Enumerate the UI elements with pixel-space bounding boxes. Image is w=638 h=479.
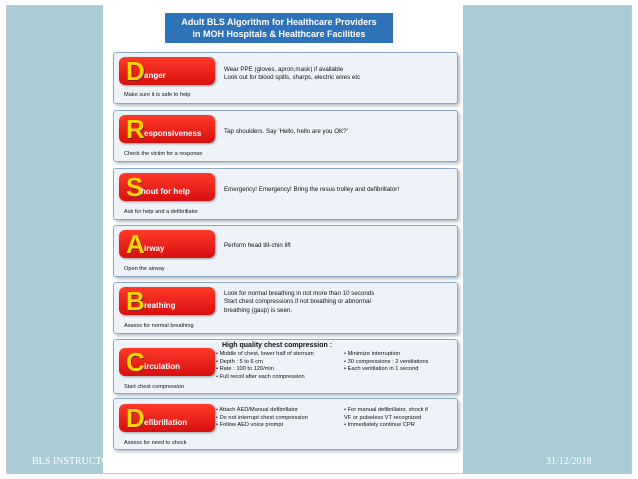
step-subtitle: Ask for help and a defibrillator	[124, 209, 199, 215]
desc-line: Wear PPE (gloves, apron,mask) if available	[224, 66, 344, 73]
list-item: • Rate : 100 to 120/min	[216, 366, 274, 373]
list-item: • Immediately continue CPR	[344, 422, 415, 429]
circulation-left-list	[216, 351, 314, 381]
defibrillation-right-list	[344, 407, 428, 430]
slide-footer	[6, 453, 632, 471]
step-word: reathing	[144, 301, 176, 310]
step-shout-pill	[119, 173, 215, 201]
step-word: efibrillation	[144, 418, 188, 427]
step-letter: D	[126, 404, 145, 432]
list-item: • Follow AED voice prompt	[216, 422, 284, 429]
step-circulation-pill	[119, 348, 215, 376]
step-word: hout for help	[141, 187, 190, 196]
desc-line: Look for normal breathing in not more than 10 seconds	[224, 290, 375, 297]
step-description	[224, 186, 399, 194]
step-subtitle: Open the airway	[124, 266, 165, 272]
step-letter: D	[126, 57, 145, 85]
step-word: esponsiveness	[144, 129, 202, 138]
step-word: anger	[144, 71, 166, 80]
step-letter: S	[126, 173, 144, 201]
step-breathing-pill	[119, 287, 215, 315]
desc-line: Tap shoulders. Say 'Hello, hello are you OK?'	[224, 128, 348, 135]
poster-title-line2: in MOH Hospitals & Healthcare Facilities	[192, 29, 366, 39]
step-responsiveness-pill	[119, 115, 215, 143]
step-description	[224, 290, 374, 315]
step-danger	[113, 52, 458, 104]
step-circulation	[113, 339, 458, 394]
poster-title-line1: Adult BLS Algorithm for Healthcare Providers	[181, 17, 377, 27]
list-item: • For manual defibrillator, shock if	[344, 407, 428, 413]
desc-line: Emergency! Emergency! Bring the resus trolley and defibrillator!	[224, 186, 400, 193]
list-item: • Minimize interruption	[344, 351, 401, 357]
footer-date: 31/12/2018	[546, 456, 592, 467]
defibrillation-left-list	[216, 407, 308, 430]
list-item: • Each ventilation in 1 second	[344, 366, 419, 373]
desc-line: Start chest compressions if not breathing or abnormal	[224, 298, 371, 306]
step-subtitle: Assess for need to shock	[124, 440, 187, 446]
step-word: irculation	[144, 362, 181, 371]
step-airway	[113, 225, 458, 277]
step-description	[224, 66, 360, 83]
list-item: • Do not interrupt chest compression	[216, 414, 308, 421]
poster-title	[165, 13, 393, 43]
desc-line: Look out for blood spills, sharps, electric wires etc	[224, 74, 361, 82]
desc-line: Perform head tilt-chin lift	[224, 242, 291, 249]
list-item: • Middle of chest, lower half of sternum	[216, 351, 314, 357]
step-word: irway	[144, 244, 165, 253]
step-shout-for-help	[113, 168, 458, 220]
footer-course: BLS INSTRUCTOR COURSE	[32, 456, 158, 467]
step-heading: High quality chest compression :	[222, 342, 333, 349]
step-subtitle: Make sure it is safe to help	[124, 92, 191, 98]
step-defibrillation	[113, 398, 458, 450]
step-responsiveness	[113, 110, 458, 162]
step-letter: C	[126, 348, 145, 376]
step-subtitle: Start chest compression	[124, 384, 185, 390]
step-danger-pill	[119, 57, 215, 85]
circulation-right-list	[344, 351, 429, 374]
step-description	[224, 128, 348, 136]
step-subtitle: Check the victim for a response	[124, 151, 203, 157]
step-description	[224, 242, 291, 250]
step-subtitle: Assess for normal breathing	[124, 323, 194, 329]
step-letter: A	[126, 230, 145, 258]
list-item: • Attach AED/Manual defibrillator	[216, 407, 298, 413]
step-defibrillation-pill	[119, 404, 215, 432]
footer-page-number: 17	[314, 455, 325, 467]
step-letter: R	[126, 115, 145, 143]
list-item: • 30 compressions : 2 ventilations	[344, 358, 429, 365]
step-airway-pill	[119, 230, 215, 258]
list-item: • Full recoil after each compression	[216, 373, 305, 380]
desc-line: breathing (gasp) is seen.	[224, 306, 293, 314]
list-item: • Depth : 5 to 6 cm	[216, 358, 263, 365]
step-breathing	[113, 282, 458, 334]
step-letter: B	[126, 287, 145, 315]
list-item: VF or pulseless VT recognized	[344, 414, 422, 421]
